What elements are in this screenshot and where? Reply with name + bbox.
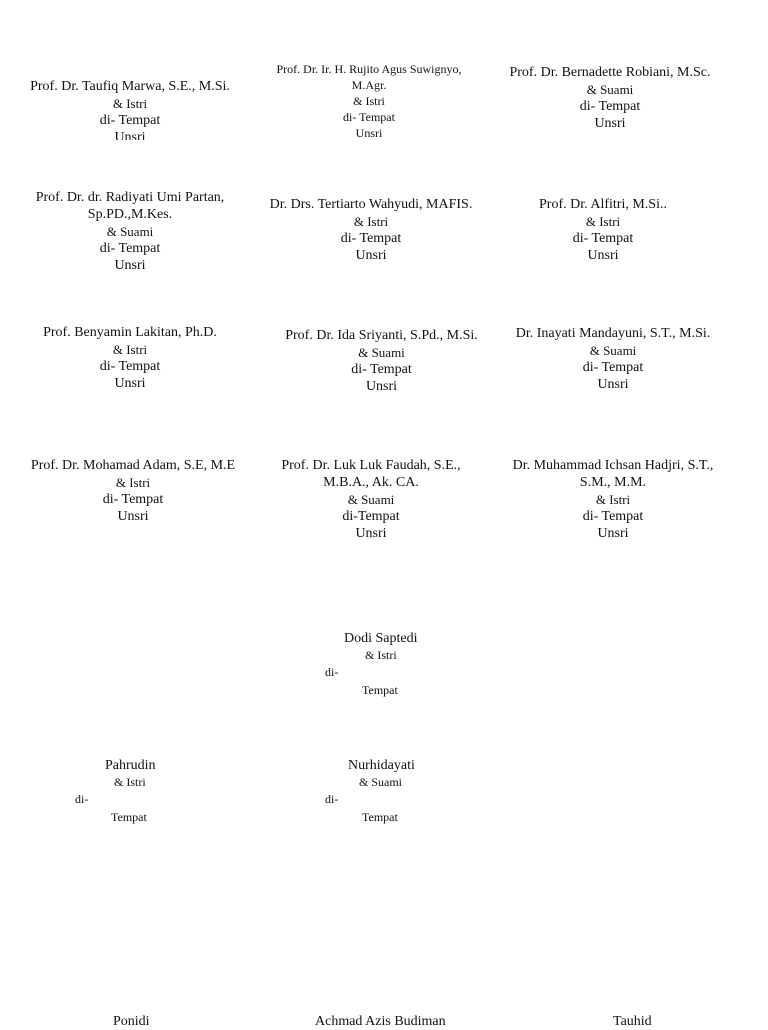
address-label-11	[255, 457, 487, 542]
address-label-6	[495, 196, 711, 264]
label-org: Unsri	[355, 526, 387, 541]
label-place: di- Tempat	[343, 110, 395, 124]
label-name: Prof. Dr. Luk Luk Faudah, S.E.,	[281, 458, 461, 473]
label-org: Unsri	[587, 248, 619, 263]
label-name: Dodi Saptedi	[344, 631, 418, 646]
address-label-12	[495, 457, 731, 542]
label-name: Prof. Dr. Bernadette Robiani, M.Sc.	[509, 65, 711, 80]
label-name: Nurhidayati	[348, 758, 415, 773]
label-place: di- Tempat	[99, 113, 161, 128]
label-spouse: & Istri	[114, 775, 146, 789]
label-name: Prof. Dr. Taufiq Marwa, S.E., M.Si.	[30, 79, 230, 94]
label-spouse: & Suami	[359, 775, 403, 789]
label-name: Prof. Dr. Ida Sriyanti, S.Pd., M.Si.	[285, 328, 478, 343]
label-name: Prof. Benyamin Lakitan, Ph.D.	[43, 325, 217, 340]
label-org: Unsri	[594, 116, 626, 131]
label-spouse: & Istri	[115, 475, 151, 490]
label-spouse: & Suami	[358, 345, 405, 360]
label-place-cont: Tempat	[362, 683, 398, 697]
address-label-ponidi-name: Ponidi	[113, 1014, 150, 1029]
label-name: Prof. Dr. Ir. H. Rujito Agus Suwignyo,	[276, 62, 462, 76]
label-org: Unsri	[365, 379, 398, 394]
label-place: di-	[325, 792, 339, 806]
label-name: Dr. Drs. Tertiarto Wahyudi, MAFIS.	[269, 197, 473, 212]
label-spouse: & Istri	[595, 492, 631, 507]
label-name: Prof. Dr. Alfitri, M.Si..	[539, 197, 667, 212]
label-spouse: & Istri	[585, 214, 621, 229]
label-org: Unsri	[597, 377, 629, 392]
address-label-10	[15, 457, 251, 525]
label-place: di- Tempat	[99, 241, 161, 256]
address-label-1	[15, 78, 245, 140]
label-place: di- Tempat	[340, 231, 402, 246]
label-spouse: & Istri	[112, 96, 148, 111]
label-name: Dr. Muhammad Ichsan Hadjri, S.T.,	[512, 458, 714, 473]
address-label-7	[15, 324, 245, 392]
address-label-tauhid-name: Tauhid	[613, 1014, 652, 1029]
label-place: di- Tempat	[99, 359, 161, 374]
label-org: Unsri	[355, 248, 387, 263]
label-place: di- Tempat	[351, 362, 412, 377]
label-org: Unsri	[117, 509, 149, 524]
label-name-cont: Sp.PD.,M.Kes.	[87, 207, 173, 222]
label-spouse: & Istri	[353, 214, 389, 229]
label-name: Dr. Inayati Mandayuni, S.T., M.Si.	[515, 326, 711, 341]
label-spouse: & Suami	[589, 343, 637, 358]
label-spouse: & Istri	[365, 648, 397, 662]
label-name: Pahrudin	[105, 758, 156, 773]
label-name: Prof. Dr. Mohamad Adam, S.E, M.E	[30, 458, 236, 473]
label-spouse: & Suami	[106, 224, 154, 239]
label-place: di- Tempat	[582, 509, 644, 524]
label-name-cont: M.B.A., Ak. CA.	[323, 475, 419, 490]
label-place: di-	[325, 665, 339, 679]
address-label-9	[495, 325, 731, 393]
label-name-cont: M.Agr.	[351, 78, 387, 92]
label-place-cont: Tempat	[362, 810, 398, 824]
label-place: di-	[75, 792, 89, 806]
label-spouse: & Suami	[347, 492, 395, 507]
label-spouse: & Suami	[586, 82, 634, 97]
label-place: di- Tempat	[102, 492, 164, 507]
address-label-8	[265, 327, 498, 395]
label-spouse: & Istri	[112, 342, 148, 357]
label-place: di- Tempat	[579, 99, 641, 114]
address-label-5	[255, 196, 487, 264]
label-org: Unsri	[114, 130, 146, 140]
label-place-cont: Tempat	[111, 810, 147, 824]
label-org: Unsri	[355, 126, 383, 140]
label-org: Unsri	[114, 376, 146, 391]
address-label-4	[15, 189, 245, 274]
label-org: Unsri	[114, 258, 146, 273]
label-spouse: & Istri	[353, 94, 385, 108]
address-label-achmad-name: Achmad Azis Budiman	[315, 1014, 446, 1029]
label-place: di- Tempat	[572, 231, 634, 246]
label-name-cont: S.M., M.M.	[579, 475, 647, 490]
label-place: di- Tempat	[582, 360, 644, 375]
address-label-3	[495, 64, 725, 132]
label-place: di-Tempat	[342, 509, 400, 524]
label-org: Unsri	[597, 526, 629, 541]
address-label-2	[250, 61, 488, 141]
label-name: Prof. Dr. dr. Radiyati Umi Partan,	[35, 190, 225, 205]
